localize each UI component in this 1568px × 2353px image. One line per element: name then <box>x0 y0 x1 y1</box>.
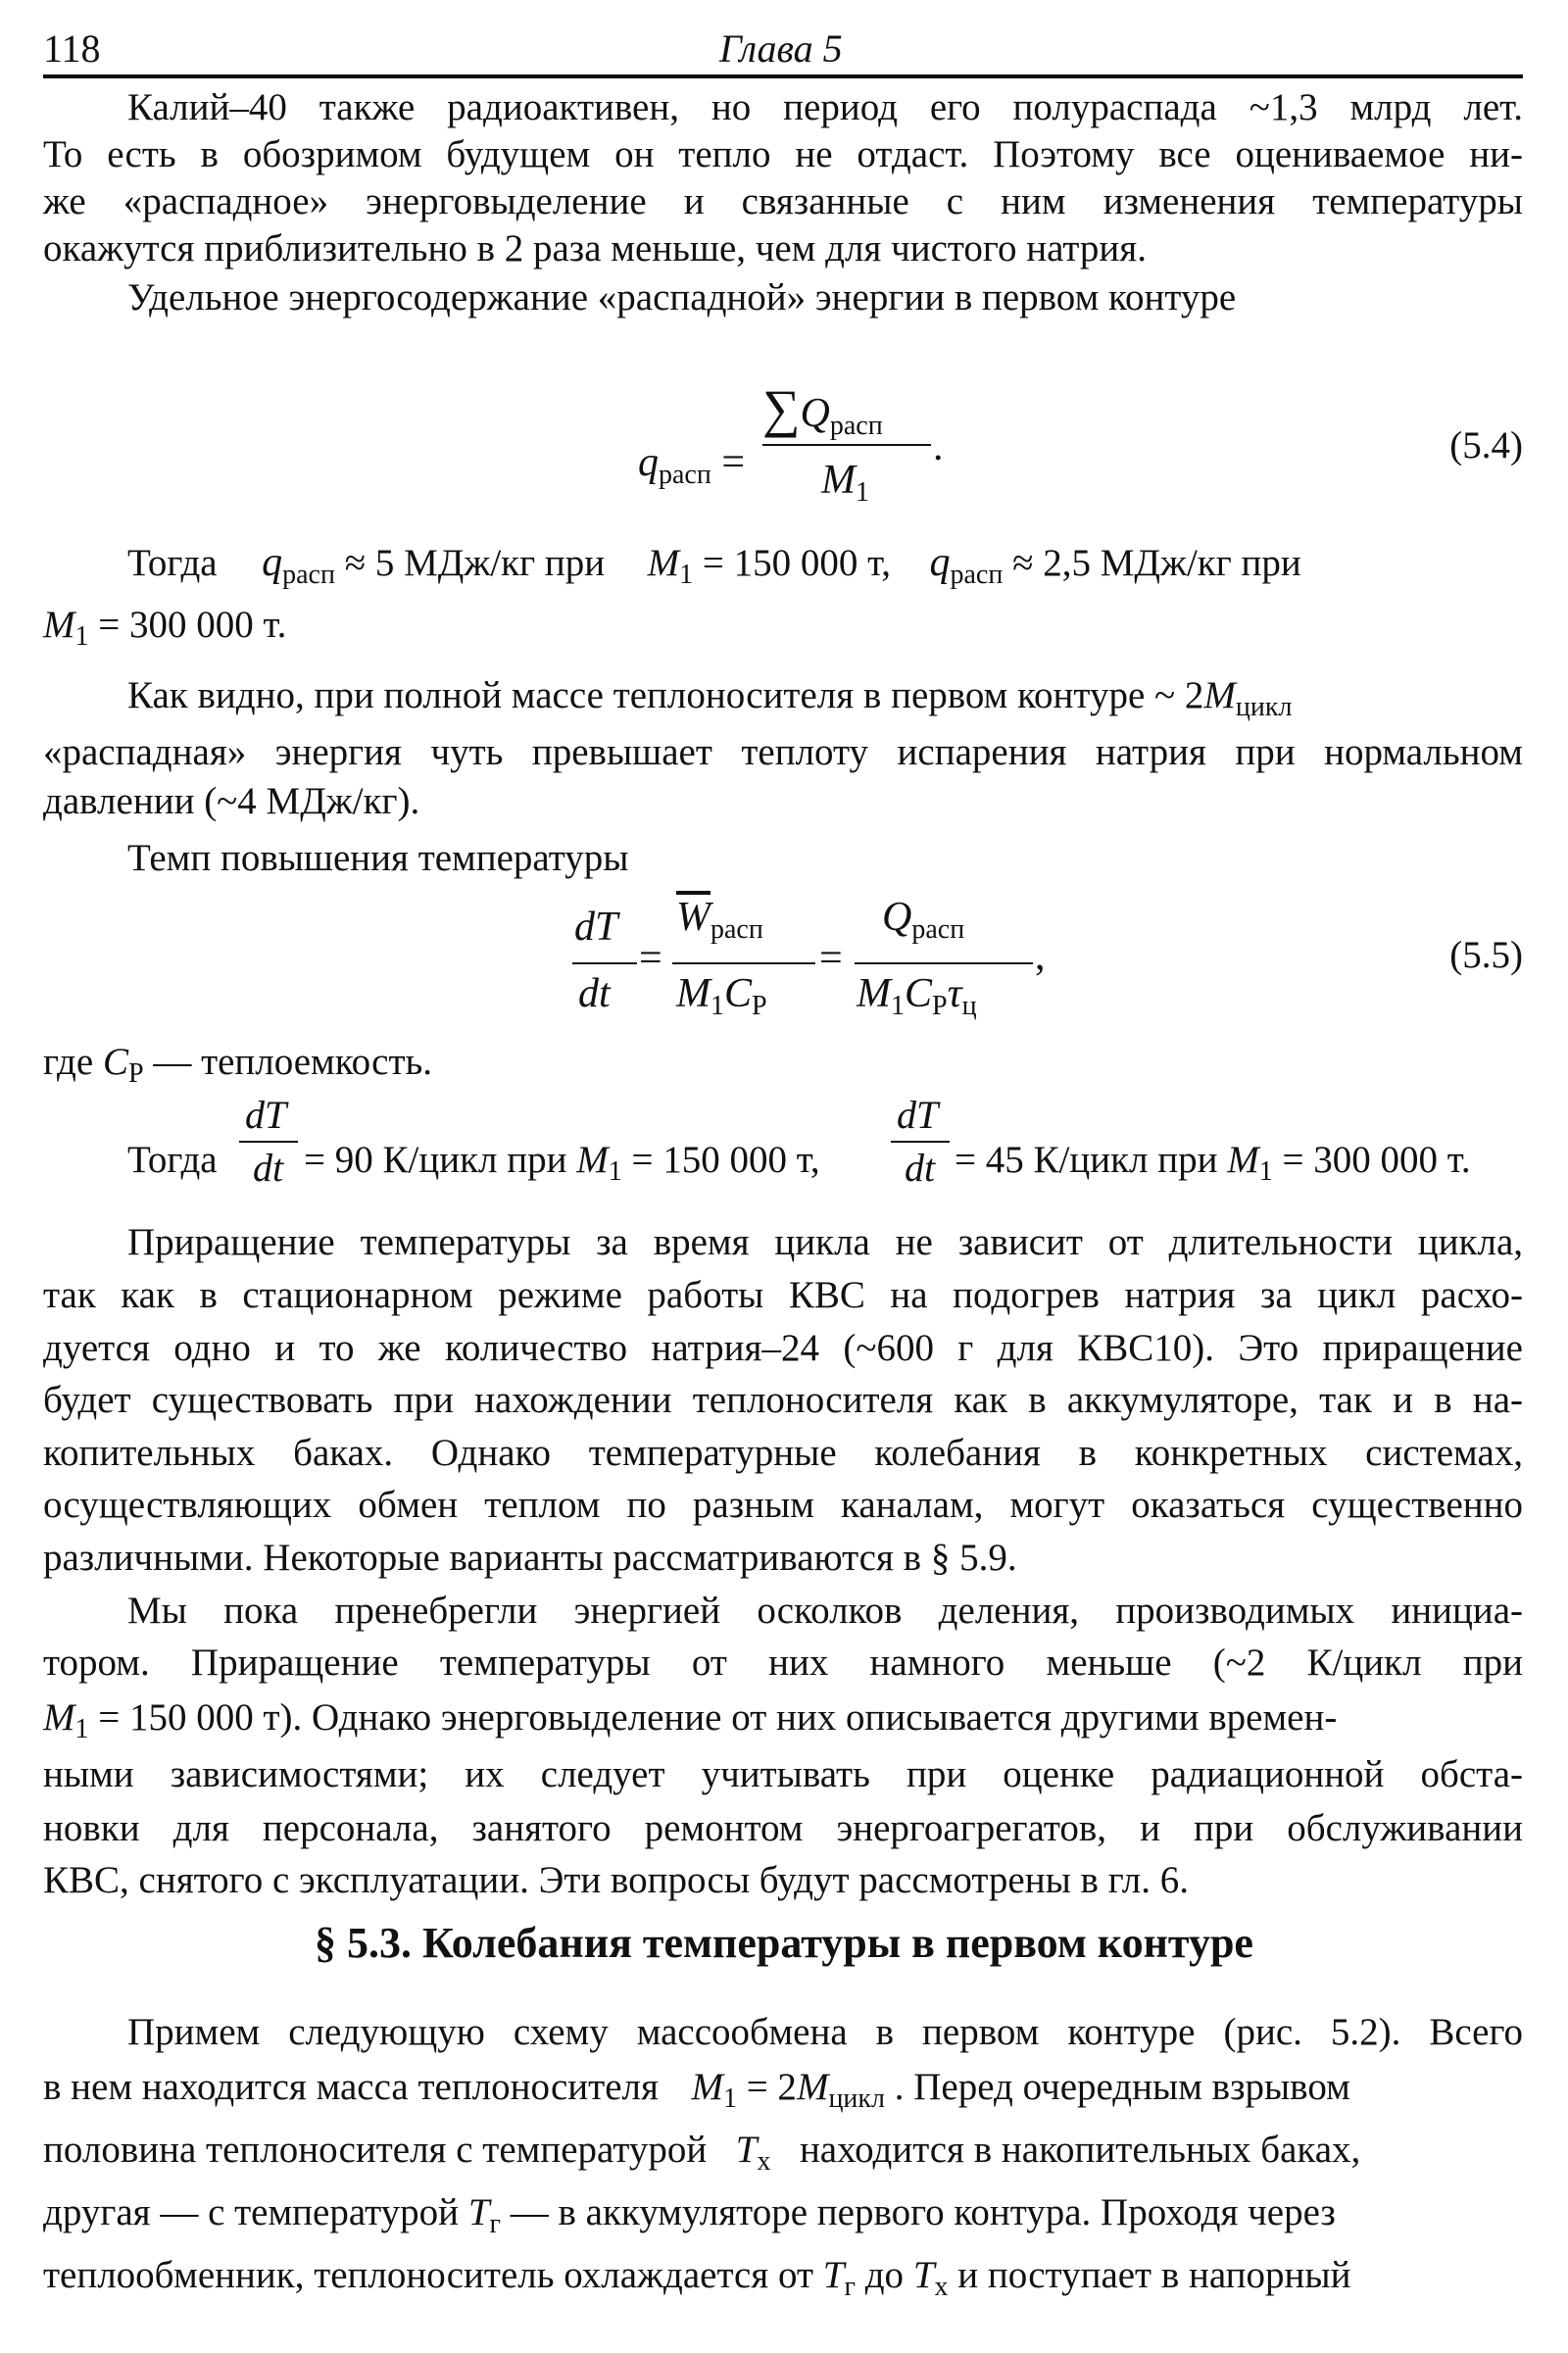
paragraph-line: $M_1 = 150$ 000 т). Однако энерговыделение от них описывается другими времен- <box>43 1696 1338 1744</box>
page-number: 118 <box>43 26 101 71</box>
paragraph-line: окажутся приблизительно в 2 раза меньше, чем для чистого натрия. <box>43 227 1147 270</box>
paragraph-line: так как в стационарном режиме работы КВС на подогрев натрия за цикл расхо- <box>43 1274 1523 1316</box>
header-rule <box>43 74 1523 78</box>
paragraph-line: же «распадное» энерговыделение и связанные с ним изменения температуры <box>43 180 1523 222</box>
paragraph-line: давлении (~4 МДж/кг). <box>43 780 420 822</box>
paragraph-line: Тогда $q_{расп} \approx 5$ МДж/кг при $M_1 = 150$ 000 т, $q_{расп} \approx 2,5$ МДж/кг при <box>127 540 1301 590</box>
section-heading: § 5.3. Колебания температуры в первом контуре <box>315 1919 1253 1967</box>
paragraph-line: Темп повышения температуры <box>127 837 629 879</box>
paragraph-line: копительных баках. Однако температурные колебания в конкретных системах, <box>43 1432 1523 1474</box>
paragraph-line: Как видно, при полной массе теплоносителя в первом контуре ~ $2M_{цикл}$ <box>127 674 1293 722</box>
paragraph-line: Приращение температуры за время цикла не зависит от длительности цикла, <box>127 1221 1523 1263</box>
paragraph-line: ными зависимостями; их следует учитывать при оценке радиационной обста- <box>43 1753 1523 1795</box>
paragraph-line: Калий–40 также радиоактивен, но период его полураспада ~1,3 млрд лет. <box>127 86 1523 128</box>
paragraph-line: $M_1 = 300$ 000 т. <box>43 604 287 652</box>
chapter-title: Глава 5 <box>719 26 843 71</box>
paragraph-line: Мы пока пренебрегли энергией осколков деления, производимых инициа- <box>127 1590 1523 1632</box>
paragraph-line: другая — с температурой $T_г$ — в аккумуляторе первого контура. Проходя через <box>43 2191 1336 2239</box>
paragraph-line: Удельное энергосодержание «распадной» энергии в первом контуре <box>127 276 1237 319</box>
paragraph-line: в нем находится масса теплоносителя $M_1 = 2M_{цикл}$ . Перед очередным взрывом <box>43 2066 1350 2114</box>
paragraph-line: «распадная» энергия чуть превышает теплоту испарения натрия при нормальном <box>43 731 1523 773</box>
paragraph-line: То есть в обозримом будущем он тепло не отдаст. Поэтому все оцениваемое ни- <box>43 133 1523 175</box>
paragraph-line: половина теплоносителя с температурой $T_х$ находится в накопительных баках, <box>43 2129 1361 2177</box>
paragraph-line: дуется одно и то же количество натрия–24 (~600 г для КВС10). Это приращение <box>43 1327 1523 1369</box>
paragraph-line: где $C_P$ — теплоемкость. <box>43 1041 433 1089</box>
paragraph-line: тором. Приращение температуры от них намного меньше (~2 К/цикл при <box>43 1642 1523 1684</box>
equation-number: (5.4) <box>1449 424 1523 466</box>
running-header <box>43 25 1523 71</box>
paragraph-line: новки для персонала, занятого ремонтом энергоагрегатов, и при обслуживании <box>43 1807 1523 1849</box>
equation-number: (5.5) <box>1449 934 1523 976</box>
paragraph-line: Примем следующую схему массообмена в первом контуре (рис. 5.2). Всего <box>127 2011 1523 2053</box>
paragraph-line: теплообменник, теплоноситель охлаждается от $T_г$ до $T_х$ и поступает в напорный <box>43 2254 1351 2302</box>
paragraph-line: осуществляющих обмен теплом по разным каналам, могут оказаться существенно <box>43 1484 1523 1526</box>
paragraph-line: КВС, снятого с эксплуатации. Эти вопросы будут рассмотрены в гл. 6. <box>43 1859 1189 1901</box>
paragraph-line: будет существовать при нахождении теплоносителя как в аккумуляторе, так и в на- <box>43 1379 1523 1421</box>
paragraph-line: различными. Некоторые варианты рассматриваются в § 5.9. <box>43 1537 1017 1579</box>
book-page: 118 Глава 5 Калий–40 также радиоактивен, но период его полураспада ~1,3 млрд лет. То есть в обозримом будущем он тепло не отдаст. Поэтому все оцениваемое ни- же «распадное» энерговыделение и связанные с ним изменения температуры окажутся приблизительно в 2 раза меньше, чем для чистого натрия. Удельное энергосодержание «распадной» энергии в первом контуре $q_{расп}$ = $\sum Q_{расп}$ $M_1$ . (5.4) Тогда $q_{расп} \approx 5$ МДж/кг при $M_1 = 150$ 000 т, $q_{расп} \approx 2,5$ МДж/кг при $M_1 = 300$ 000 т. Как видно, при полной массе теплоносителя в первом контуре ~ $2M_{цикл}$ «распадная» энергия чуть превышает теплоту испарения натрия при нормальном давлении (~4 МДж/кг). Темп повышения температуры dT dt = $\overline{W}_{расп}$ $M_1C_P$ = $Q_{расп}$ $M_1C_P\tau_ц$ , (5.5) где $C_P$ — теплоемкость. Тогда dT dt = 90 К/цикл при $M_1 = 150$ 000 т, dT dt = 45 К/цикл при $M_1 = 300$ 000 т. Приращение температуры за время цикла не зависит от длительности цикла, так как в стационарном режиме работы КВС на подогрев натрия за цикл расхо- дуется одно и то же количество натрия–24 (~600 г для КВС10). Это приращение будет существовать при нахождении теплоносителя как в аккумуляторе, так и в на- копительных баках. Однако температурные колебания в конкретных системах, осуществляющих обмен теплом по разным каналам, могут оказаться существенно различными. Некоторые варианты рассматриваются в § 5.9. Мы пока пренебрегли энергией осколков деления, производимых инициа- тором. Приращение температуры от них намного меньше (~2 К/цикл при $M_1 = 150$ 000 т). Однако энерговыделение от них описывается другими времен- ными зависимостями; их следует учитывать при оценке радиационной обста- новки для персонала, занятого ремонтом энергоагрегатов, и при обслуживании КВС, снятого с эксплуатации. Эти вопросы будут рассмотрены в гл. 6. § 5.3. Колебания температуры в первом контуре Примем следующую схему массообмена в первом контуре (рис. 5.2). Всего в нем находится масса теплоносителя $M_1 = 2M_{цикл}$ . Перед очередным взрывом половина теплоносителя с температурой $T_х$ находится в накопительных баках, другая — с температурой $T_г$ — в аккумуляторе первого контура. Проходя через теплообменник, теплоноситель охлаждается от $T_г$ до $T_х$ и поступает в напорный <box>0 0 1568 2353</box>
